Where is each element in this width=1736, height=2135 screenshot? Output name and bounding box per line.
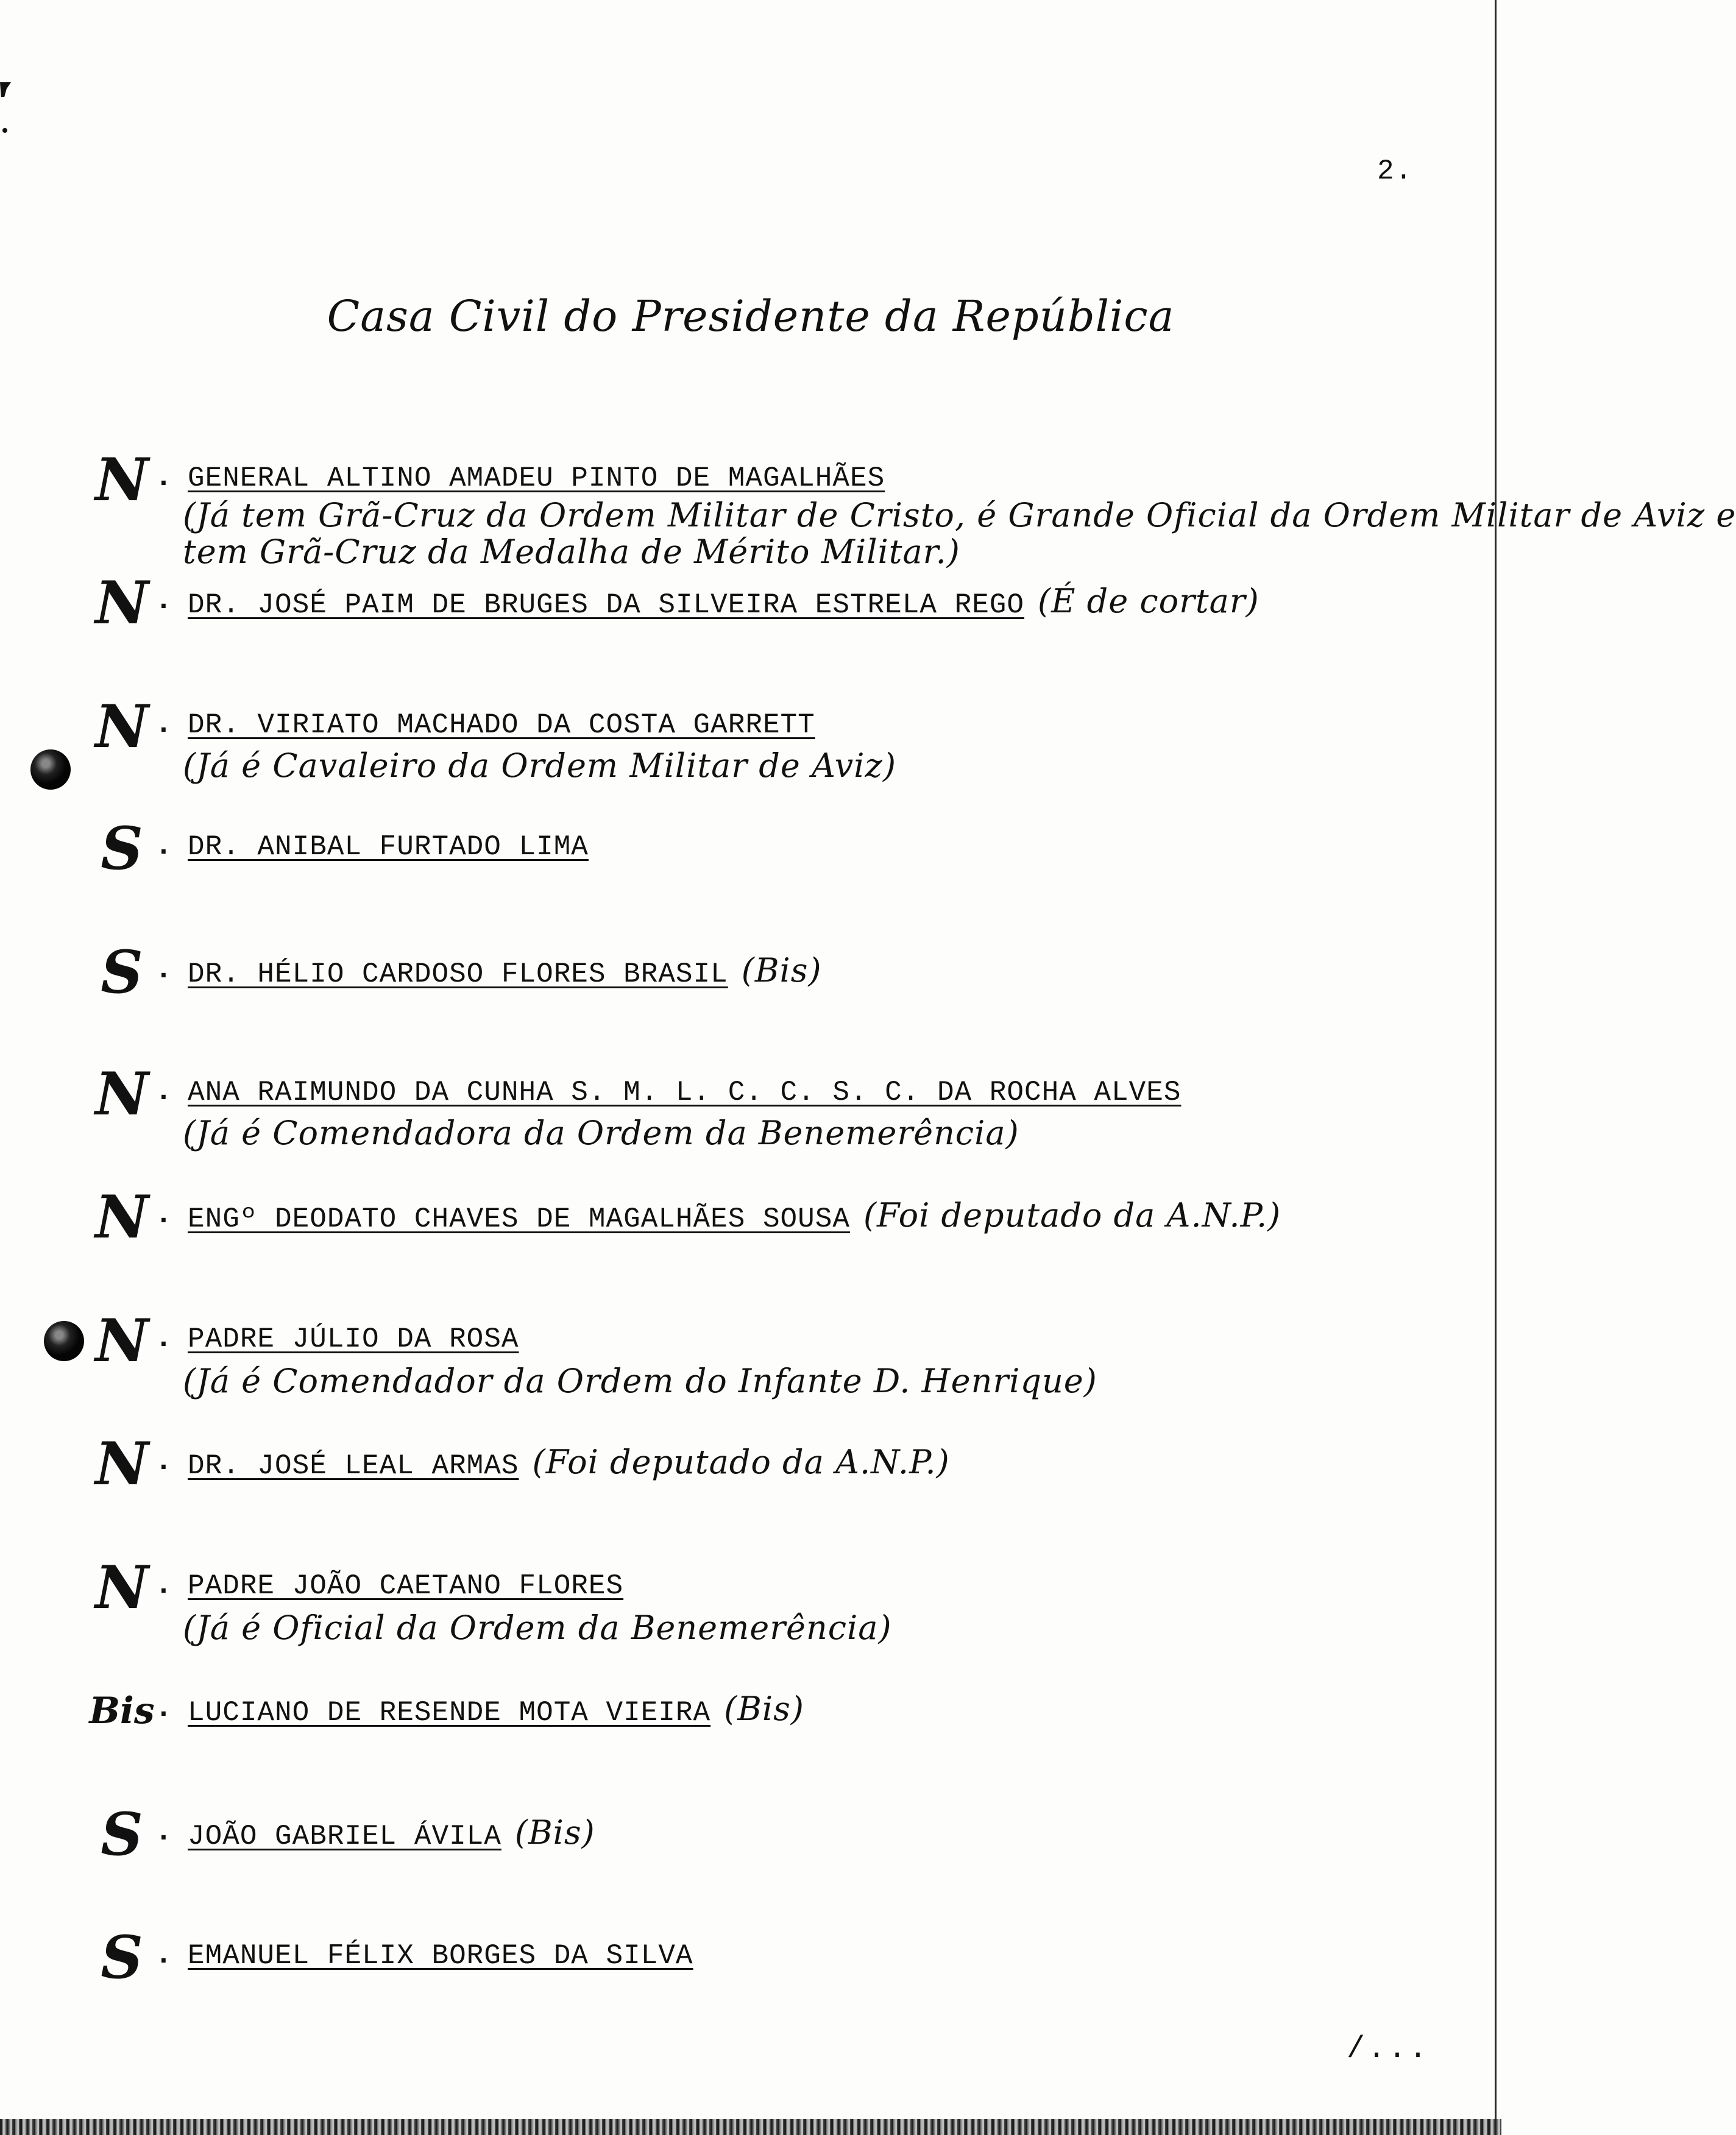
list-item [0,938,1501,1041]
handwritten-inline-note: (Bis) [741,951,822,990]
bullet-dot: . [155,1939,172,1972]
bullet-dot: . [155,1445,172,1478]
list-item [0,1690,1501,1779]
person-name: DR. JOSÉ LEAL ARMAS [188,1450,519,1482]
list-item [0,1306,1501,1409]
person-name: DR. JOSÉ PAIM DE BRUGES DA SILVEIRA ESTRELA REGO [188,589,1025,621]
name-line [188,582,1259,621]
person-name: DR. VIRIATO MACHADO DA COSTA GARRETT [188,709,815,741]
binding-dot [2,128,7,133]
person-name: LUCIANO DE RESENDE MOTA VIEIRA [188,1697,711,1729]
bullet-dot: . [155,1075,172,1108]
handwritten-mark: N [95,692,149,761]
binding-mark [0,82,11,97]
list-item [0,1553,1501,1656]
bullet-dot: . [155,461,172,494]
name-line [188,1690,804,1729]
name-line [188,1813,595,1852]
handwritten-mark: Bis [89,1690,155,1732]
handwritten-mark: N [95,445,149,514]
person-name: DR. HÉLIO CARDOSO FLORES BRASIL [188,958,728,990]
bullet-dot: . [155,830,172,863]
handwritten-inline-note: (É de cortar) [1038,582,1259,620]
bullet-dot: . [155,954,172,986]
list-item [0,568,1501,671]
handwritten-inline-note: (Bis) [724,1690,804,1728]
name-line [188,1196,1281,1235]
person-name: EMANUEL FÉLIX BORGES DA SILVA [188,1940,693,1972]
bullet-dot: . [155,584,172,617]
person-name: ANA RAIMUNDO DA CUNHA S. M. L. C. C. S. C. DA ROCHA ALVES [188,1077,1182,1108]
handwritten-mark: N [95,1060,149,1128]
person-name: JOÃO GABRIEL ÁVILA [188,1821,501,1852]
name-line [188,710,815,740]
name-line [188,1941,693,1971]
continuation-mark: /... [1347,2032,1430,2067]
handwritten-mark: S [101,938,143,1007]
page-number: 2. [1377,155,1414,187]
handwritten-note: (Já é Oficial da Ordem da Benemerência) [183,1609,892,1647]
name-line [188,832,589,862]
list-item [0,1800,1501,1903]
bullet-dot: . [155,708,172,741]
bullet-dot: . [155,1692,172,1725]
bullet-dot: . [155,1322,172,1355]
handwritten-inline-note: (Foi deputado da A.N.P.) [532,1443,950,1481]
person-name: GENERAL ALTINO AMADEU PINTO DE MAGALHÃES [188,462,885,494]
name-line [188,1324,519,1354]
list-item [0,445,1736,571]
person-name: PADRE JOÃO CAETANO FLORES [188,1570,624,1602]
name-line [188,1571,623,1601]
handwritten-inline-note: (Foi deputado da A.N.P.) [863,1196,1281,1234]
handwritten-mark: S [101,814,143,883]
list-item [0,1183,1501,1286]
list-item [0,1429,1501,1532]
name-line [188,951,822,990]
handwritten-note: (Já é Cavaleiro da Ordem Militar de Aviz) [183,746,897,785]
person-name: ENGº DEODATO CHAVES DE MAGALHÃES SOUSA [188,1203,850,1235]
bullet-dot: . [155,1199,172,1231]
list-item [0,814,1501,917]
person-name: DR. ANIBAL FURTADO LIMA [188,831,589,863]
handwritten-mark: N [95,568,149,637]
handwritten-mark: N [95,1183,149,1252]
name-line [188,1077,1181,1108]
handwritten-mark: N [95,1306,149,1375]
handwritten-note: tem Grã-Cruz da Medalha de Mérito Militar.) [183,533,960,571]
list-item [0,692,1501,795]
handwritten-mark: S [101,1800,143,1869]
handwritten-mark: N [95,1553,149,1622]
name-line [188,463,885,494]
handwritten-note: (Já tem Grã-Cruz da Ordem Militar de Cristo, é Grande Oficial da Ordem Militar de Aviz e [183,496,1736,534]
handwritten-note: (Já é Comendadora da Ordem da Benemerência) [183,1114,1019,1152]
handwritten-note: (Já é Comendador da Ordem do Infante D. Henrique) [183,1362,1097,1400]
list-item [0,1060,1501,1163]
bullet-dot: . [155,1816,172,1849]
handwritten-inline-note: (Bis) [514,1813,595,1852]
scan-edge-bottom [0,2119,1501,2135]
handwritten-mark: N [95,1429,149,1498]
page-title: Casa Civil do Presidente da República [327,291,1175,341]
person-name: PADRE JÚLIO DA ROSA [188,1323,519,1355]
name-line [188,1443,950,1482]
bullet-dot: . [155,1569,172,1602]
list-item [0,1923,1501,2026]
handwritten-mark: S [101,1923,143,1992]
